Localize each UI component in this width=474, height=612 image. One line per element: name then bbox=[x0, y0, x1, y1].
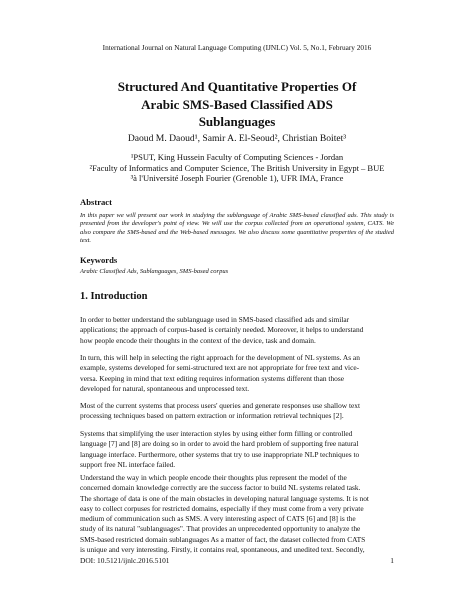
text-line: language [7] and [8] are doing so in order to avoid the hard problem of supporting free natural bbox=[80, 439, 359, 449]
paragraph bbox=[80, 429, 394, 470]
text-line: easy to collect corpuses for restricted domains, especially if they must come from a very private bbox=[80, 503, 364, 513]
text-line: developed for natural, spontaneous and unprocessed text. bbox=[80, 383, 250, 393]
abstract-heading: Abstract bbox=[80, 197, 112, 207]
authors: Daoud M. Daoud¹, Samir A. El-Seoud², Christian Boitet³ bbox=[127, 133, 347, 144]
journal-header: International Journal on Natural Language Computing (IJNLC) Vol. 5, No.1, February 2016 bbox=[102, 43, 372, 52]
title-line: Sublanguages bbox=[198, 114, 276, 129]
section-heading-introduction: 1. Introduction bbox=[80, 291, 148, 302]
text-line: Most of the current systems that process users' queries and generate responses use shallow text bbox=[80, 401, 361, 410]
doi-text: DOI: 10.5121/ijnlc.2016.5101 bbox=[80, 556, 170, 565]
text-line: The shortage of data is one of the main obstacles in developing natural language systems. It is not bbox=[80, 493, 369, 503]
text-line: how people encode their thoughts in the context of the device, task and domain. bbox=[80, 335, 316, 345]
paragraph bbox=[80, 401, 394, 422]
affiliation: ³à l'Université Joseph Fourier (Grenoble 1), UFR IMA, France bbox=[130, 173, 344, 184]
page-number: 1 bbox=[390, 556, 394, 565]
text-line: In order to better understand the sublanguage used in SMS-based classified ads and similar bbox=[80, 315, 350, 324]
text-line: support free NL interface failed. bbox=[80, 459, 176, 469]
paragraph bbox=[80, 473, 394, 555]
text-line: In turn, this will help in selecting the right approach for the development of NL systems. As an bbox=[80, 353, 360, 362]
text-line: Understand the way in which people encode their thoughts plus represent the model of the bbox=[80, 473, 347, 482]
text-line: Systems that simplifying the user interaction styles by using either form filling or controlled bbox=[80, 429, 353, 438]
text-line: SMS-based restricted domain sublanguages As a matter of fact, the dataset collected from CATS bbox=[80, 534, 366, 544]
page-footer bbox=[80, 556, 394, 565]
text-line: versa. Keeping in mind that text editing requires information systems different than those bbox=[80, 373, 345, 383]
affiliation: ²Faculty of Informatics and Computer Science, The British University in Egypt – BUE bbox=[89, 162, 385, 173]
text-line: medium of communication such as SMS. A very interesting aspect of CATS [6] and [8] is the bbox=[80, 514, 356, 524]
affiliation: ¹PSUT, King Hussein Faculty of Computing Sciences - Jordan bbox=[130, 152, 344, 162]
text-line: language interface. Furthermore, other systems that try to use inappropriate NLP techniques to bbox=[80, 449, 360, 459]
title-line: Structured And Quantitative Properties Of bbox=[117, 79, 357, 94]
text-line: concerned domain knowledge correctly are the success factor to build NL systems related task. bbox=[80, 483, 361, 493]
keywords-heading: Keywords bbox=[80, 255, 118, 265]
affiliations bbox=[0, 152, 474, 184]
text-line: study of its natural "sublanguages". That provides an unprecedented opportunity to analyze the bbox=[80, 524, 361, 534]
keywords-text: Arabic Classified Ads, Sublanguages, SMS-based corpus bbox=[80, 268, 229, 275]
text-line: applications; the approach of corpus-based is certainly needed. Moreover, it helps to understand bbox=[80, 325, 364, 335]
text-line: processing techniques based on pattern extraction or information retrieval techniques [2]. bbox=[80, 411, 344, 421]
text-line: is unique and very interesting. Firstly, it contains real, spontaneous, and unedited text. Secondly, bbox=[80, 545, 365, 555]
paper-title bbox=[40, 78, 434, 131]
paragraph bbox=[80, 353, 394, 394]
paragraph bbox=[80, 315, 394, 346]
abstract-text: In this paper we will present our work in studying the sublanguage of Arabic SMS-based classified ads. This study is presented from the developer's point of view. We will use the corpus collected from an operational system, CATS. We also compare the SMS-based and the Web-based messages. We also discuss some quantitative properties of the studied text. bbox=[80, 212, 394, 244]
title-line: Arabic SMS-Based Classified ADS bbox=[141, 96, 333, 112]
text-line: example, systems developed for semi-structured text are not appropriate for free text and vice- bbox=[80, 363, 360, 373]
